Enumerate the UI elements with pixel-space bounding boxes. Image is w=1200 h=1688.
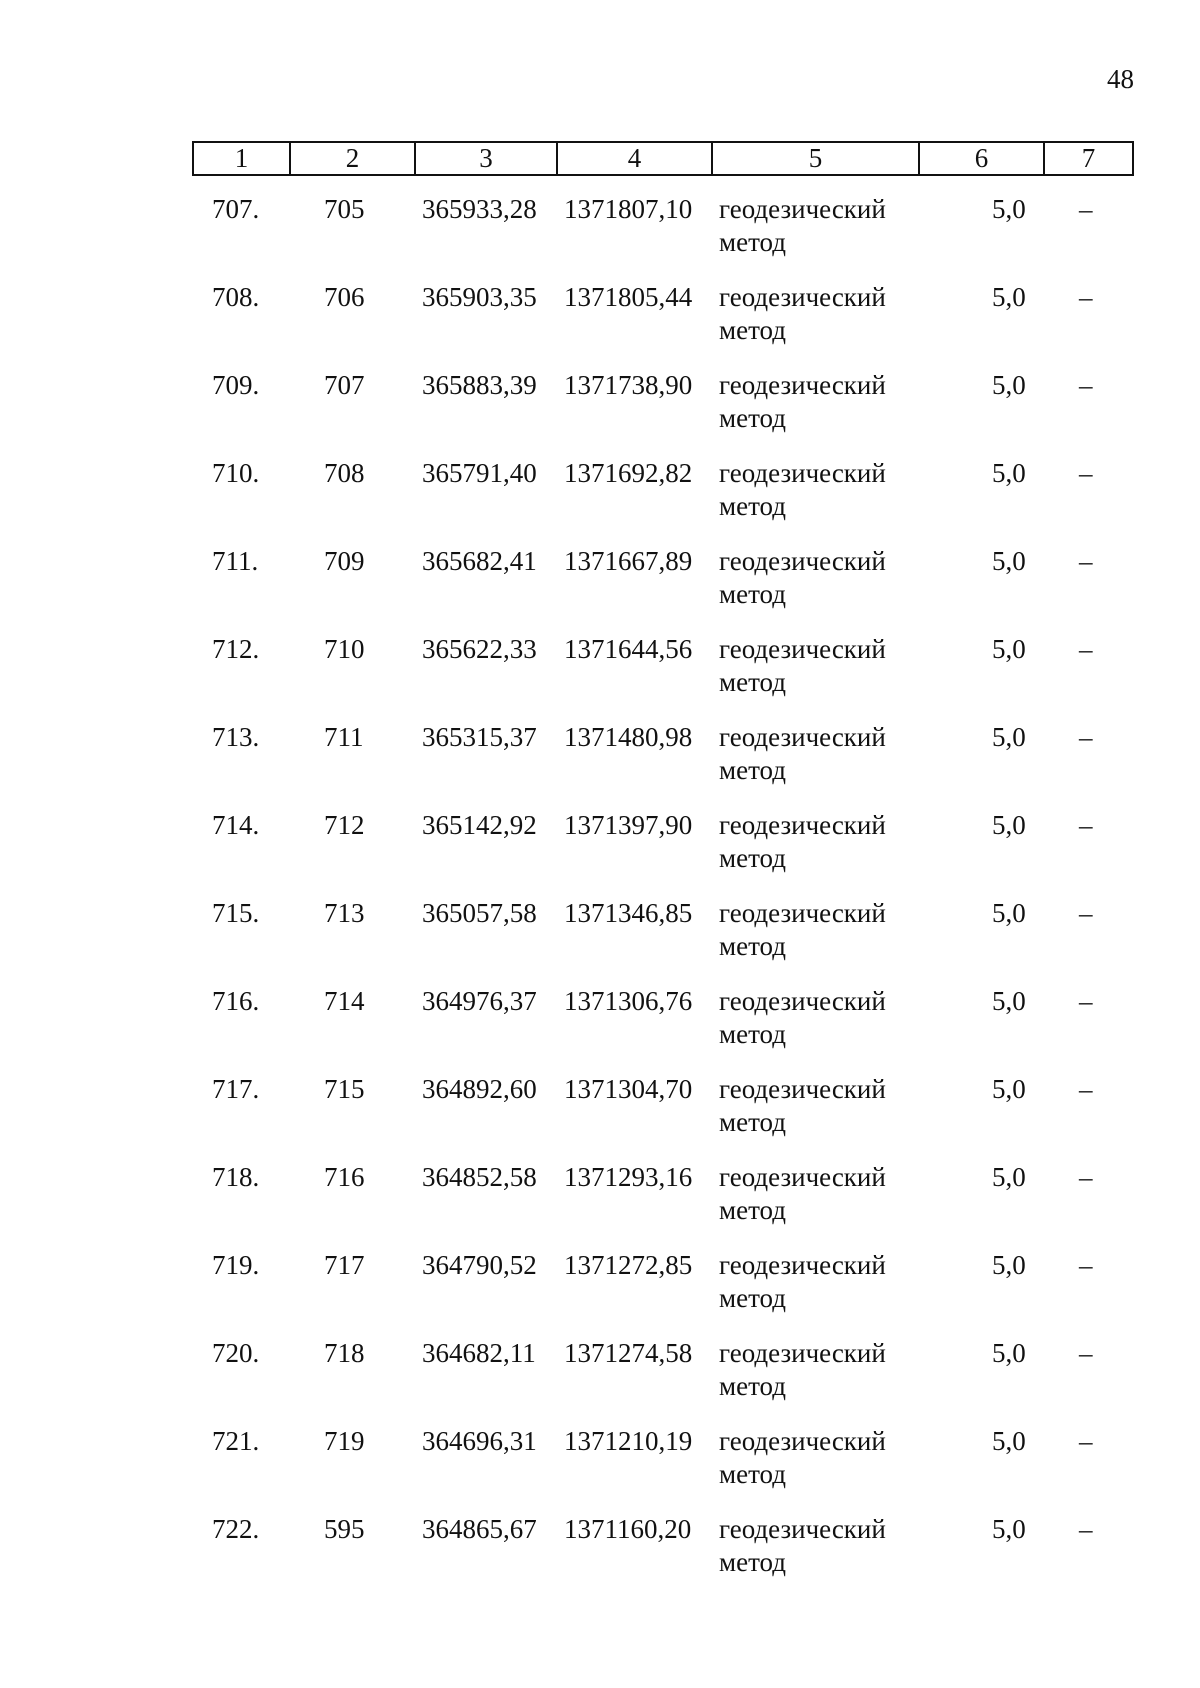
y-coordinate-cell: 1371738,90	[564, 370, 693, 400]
point-id-cell: 719	[324, 1426, 365, 1456]
y-coordinate-cell: 1371397,90	[564, 810, 693, 840]
point-id-cell: 711	[324, 722, 364, 752]
table-row	[192, 457, 1132, 545]
table-row	[192, 369, 1132, 457]
table-row	[192, 193, 1132, 281]
point-id-cell: 717	[324, 1250, 365, 1280]
point-id-cell: 715	[324, 1074, 365, 1104]
note-cell: –	[1079, 986, 1093, 1016]
table-row	[192, 1073, 1132, 1161]
y-coordinate-cell: 1371644,56	[564, 634, 693, 664]
note-cell: –	[1079, 898, 1093, 928]
y-coordinate-cell: 1371210,19	[564, 1426, 693, 1456]
accuracy-cell: 5,0	[992, 810, 1026, 840]
coordinate-table-body	[192, 193, 1132, 1601]
table-row	[192, 1425, 1132, 1513]
x-coordinate-cell: 364852,58	[422, 1162, 537, 1192]
point-id-cell: 707	[324, 370, 365, 400]
x-coordinate-cell: 364892,60	[422, 1074, 537, 1104]
table-row	[192, 1513, 1132, 1601]
point-id-cell: 595	[324, 1514, 365, 1544]
method-cell: геодезический метод	[719, 722, 886, 785]
x-coordinate-cell: 364865,67	[422, 1514, 537, 1544]
point-id-cell: 705	[324, 194, 365, 224]
method-cell: геодезический метод	[719, 1338, 886, 1401]
table-row	[192, 545, 1132, 633]
x-coordinate-cell: 365315,37	[422, 722, 537, 752]
page-number: 48	[1107, 64, 1134, 94]
row-number-cell: 712.	[212, 634, 260, 664]
method-cell: геодезический метод	[719, 370, 886, 433]
method-cell: геодезический метод	[719, 634, 886, 697]
row-number-cell: 720.	[212, 1338, 260, 1368]
method-cell: геодезический метод	[719, 898, 886, 961]
y-coordinate-cell: 1371346,85	[564, 898, 693, 928]
note-cell: –	[1079, 370, 1093, 400]
accuracy-cell: 5,0	[992, 986, 1026, 1016]
table-row	[192, 1161, 1132, 1249]
method-cell: геодезический метод	[719, 1074, 886, 1137]
y-coordinate-cell: 1371293,16	[564, 1162, 693, 1192]
header-col-2: 2	[290, 142, 415, 175]
note-cell: –	[1079, 722, 1093, 752]
accuracy-cell: 5,0	[992, 194, 1026, 224]
header-col-5: 5	[712, 142, 919, 175]
y-coordinate-cell: 1371274,58	[564, 1338, 693, 1368]
y-coordinate-cell: 1371160,20	[564, 1514, 692, 1544]
row-number-cell: 716.	[212, 986, 260, 1016]
point-id-cell: 712	[324, 810, 365, 840]
x-coordinate-cell: 365903,35	[422, 282, 537, 312]
x-coordinate-cell: 364682,11	[422, 1338, 536, 1368]
header-col-1: 1	[193, 142, 290, 175]
row-number-cell: 707.	[212, 194, 260, 224]
row-number-cell: 717.	[212, 1074, 260, 1104]
point-id-cell: 706	[324, 282, 365, 312]
note-cell: –	[1079, 1162, 1093, 1192]
accuracy-cell: 5,0	[992, 898, 1026, 928]
note-cell: –	[1079, 1514, 1093, 1544]
note-cell: –	[1079, 634, 1093, 664]
x-coordinate-cell: 365933,28	[422, 194, 537, 224]
method-cell: геодезический метод	[719, 1250, 886, 1313]
table-row	[192, 809, 1132, 897]
note-cell: –	[1079, 1074, 1093, 1104]
method-cell: геодезический метод	[719, 458, 886, 521]
header-col-3: 3	[415, 142, 557, 175]
x-coordinate-cell: 364790,52	[422, 1250, 537, 1280]
note-cell: –	[1079, 282, 1093, 312]
y-coordinate-cell: 1371692,82	[564, 458, 693, 488]
note-cell: –	[1079, 810, 1093, 840]
header-col-4: 4	[557, 142, 712, 175]
accuracy-cell: 5,0	[992, 1338, 1026, 1368]
point-id-cell: 708	[324, 458, 365, 488]
header-col-7: 7	[1044, 142, 1133, 175]
table-row	[192, 281, 1132, 369]
accuracy-cell: 5,0	[992, 546, 1026, 576]
note-cell: –	[1079, 1338, 1093, 1368]
table-row	[192, 633, 1132, 721]
method-cell: геодезический метод	[719, 282, 886, 345]
x-coordinate-cell: 365883,39	[422, 370, 537, 400]
accuracy-cell: 5,0	[992, 1074, 1026, 1104]
x-coordinate-cell: 365682,41	[422, 546, 537, 576]
accuracy-cell: 5,0	[992, 1250, 1026, 1280]
accuracy-cell: 5,0	[992, 1426, 1026, 1456]
accuracy-cell: 5,0	[992, 370, 1026, 400]
row-number-cell: 722.	[212, 1514, 260, 1544]
row-number-cell: 718.	[212, 1162, 260, 1192]
row-number-cell: 719.	[212, 1250, 260, 1280]
point-id-cell: 716	[324, 1162, 365, 1192]
x-coordinate-cell: 365142,92	[422, 810, 537, 840]
accuracy-cell: 5,0	[992, 634, 1026, 664]
row-number-cell: 710.	[212, 458, 260, 488]
y-coordinate-cell: 1371272,85	[564, 1250, 693, 1280]
x-coordinate-cell: 364976,37	[422, 986, 537, 1016]
note-cell: –	[1079, 1426, 1093, 1456]
column-number-header	[192, 141, 1134, 176]
accuracy-cell: 5,0	[992, 1162, 1026, 1192]
y-coordinate-cell: 1371667,89	[564, 546, 693, 576]
y-coordinate-cell: 1371807,10	[564, 194, 693, 224]
accuracy-cell: 5,0	[992, 722, 1026, 752]
note-cell: –	[1079, 546, 1093, 576]
x-coordinate-cell: 365791,40	[422, 458, 537, 488]
accuracy-cell: 5,0	[992, 282, 1026, 312]
method-cell: геодезический метод	[719, 546, 886, 609]
accuracy-cell: 5,0	[992, 1514, 1026, 1544]
row-number-cell: 713.	[212, 722, 260, 752]
note-cell: –	[1079, 1250, 1093, 1280]
x-coordinate-cell: 365622,33	[422, 634, 537, 664]
table-row	[192, 897, 1132, 985]
point-id-cell: 718	[324, 1338, 365, 1368]
accuracy-cell: 5,0	[992, 458, 1026, 488]
table-row	[192, 1249, 1132, 1337]
row-number-cell: 715.	[212, 898, 260, 928]
point-id-cell: 714	[324, 986, 365, 1016]
point-id-cell: 710	[324, 634, 365, 664]
x-coordinate-cell: 364696,31	[422, 1426, 537, 1456]
method-cell: геодезический метод	[719, 1514, 886, 1577]
y-coordinate-cell: 1371306,76	[564, 986, 693, 1016]
note-cell: –	[1079, 194, 1093, 224]
note-cell: –	[1079, 458, 1093, 488]
table-row	[192, 721, 1132, 809]
row-number-cell: 714.	[212, 810, 260, 840]
point-id-cell: 709	[324, 546, 365, 576]
table-row	[192, 1337, 1132, 1425]
method-cell: геодезический метод	[719, 1426, 886, 1489]
table-row	[192, 985, 1132, 1073]
x-coordinate-cell: 365057,58	[422, 898, 537, 928]
method-cell: геодезический метод	[719, 194, 886, 257]
point-id-cell: 713	[324, 898, 365, 928]
y-coordinate-cell: 1371805,44	[564, 282, 693, 312]
row-number-cell: 721.	[212, 1426, 260, 1456]
method-cell: геодезический метод	[719, 1162, 886, 1225]
row-number-cell: 709.	[212, 370, 260, 400]
row-number-cell: 708.	[212, 282, 260, 312]
method-cell: геодезический метод	[719, 986, 886, 1049]
row-number-cell: 711.	[212, 546, 259, 576]
y-coordinate-cell: 1371304,70	[564, 1074, 693, 1104]
method-cell: геодезический метод	[719, 810, 886, 873]
header-col-6: 6	[919, 142, 1044, 175]
y-coordinate-cell: 1371480,98	[564, 722, 693, 752]
